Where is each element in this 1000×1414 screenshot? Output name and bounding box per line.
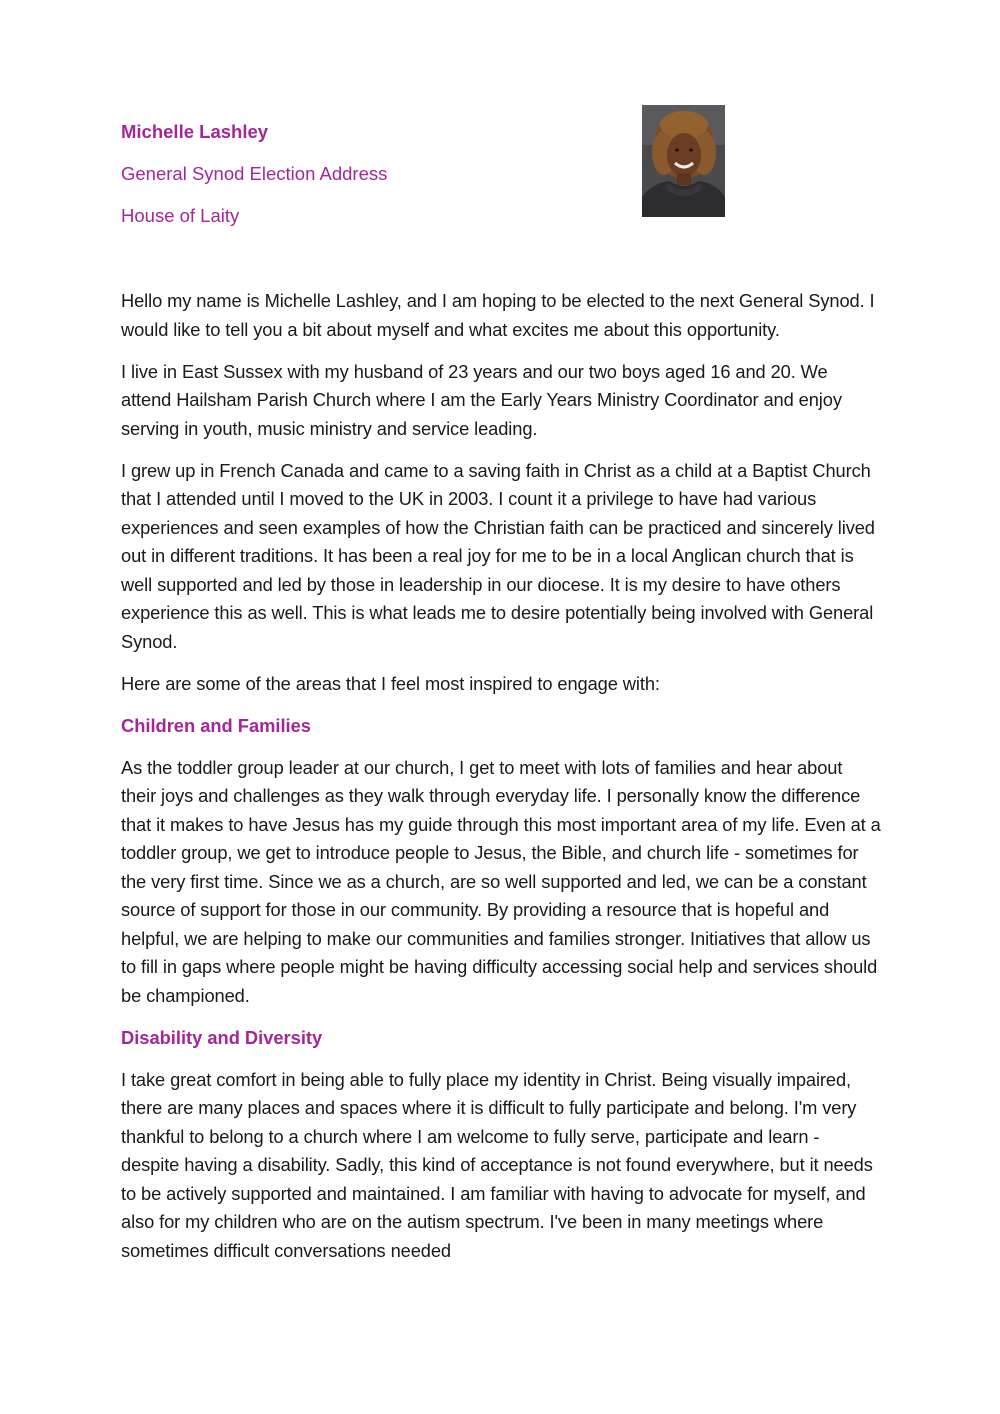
paragraph-areas-intro: Here are some of the areas that I feel most inspired to engage with: xyxy=(121,672,660,694)
paragraph-family: I live in East Sussex with my husband of 23 years and our two boys aged 16 and 20. We attend Hailsham Parish Church where I am the Early Years Ministry Coordinator and enjoy serving in youth, music ministry and service leading. xyxy=(121,360,842,439)
portrait-photo-icon xyxy=(642,105,725,217)
document-subtitle: General Synod Election Address xyxy=(121,163,388,184)
heading-disability-diversity: Disability and Diversity xyxy=(121,1026,323,1048)
paragraph-introduction: Hello my name is Michelle Lashley, and I am hoping to be elected to the next General Synod. I would like to tell you a bit about myself and what excites me about this opportunity. xyxy=(121,290,875,340)
portrait-photo xyxy=(642,105,725,217)
address-body xyxy=(121,287,881,1279)
heading-children-families: Children and Families xyxy=(121,714,311,736)
candidate-name: Michelle Lashley xyxy=(121,121,269,142)
house-label: House of Laity xyxy=(121,205,240,226)
paragraph-disability-diversity: I take great comfort in being able to fully place my identity in Christ. Being visually impaired, there are many places and spaces where it is difficult to fully participate and belong. I'm very thankful to belong to a church where I am welcome to fully serve, participate and learn - despite having a disability. Sadly, this kind of acceptance is not found everywhere, but it needs to be actively supported and maintained. I am familiar with having to advocate for myself, and also for my children who are on the autism spectrum. I've been in many meetings where sometimes difficult conversations needed xyxy=(121,1068,873,1261)
header-block xyxy=(121,118,581,244)
paragraph-background: I grew up in French Canada and came to a saving faith in Christ as a child at a Baptist Church that I attended until I moved to the UK in 2003. I count it a privilege to have had various experiences and seen examples of how the Christian faith can be practiced and sincerely lived out in different traditions. It has been a real joy for me to be in a local Anglican church that is well supported and led by those in leadership in our diocese. It is my desire to have others experience this as well. This is what leads me to desire potentially being involved with General Synod. xyxy=(121,459,875,652)
paragraph-children-families: As the toddler group leader at our church, I get to meet with lots of families and hear about their joys and challenges as they walk through everyday life. I personally know the difference that it makes to have Jesus has my guide through this most important area of my life. Even at a toddler group, we get to introduce people to Jesus, the Bible, and church life - sometimes for the very first time. Since we as a church, are so well supported and led, we can be a constant source of support for those in our community. By providing a resource that is hopeful and helpful, we are helping to make our communities and families stronger. Initiatives that allow us to fill in gaps where people might be having difficulty accessing social help and services should be championed. xyxy=(121,756,881,1006)
